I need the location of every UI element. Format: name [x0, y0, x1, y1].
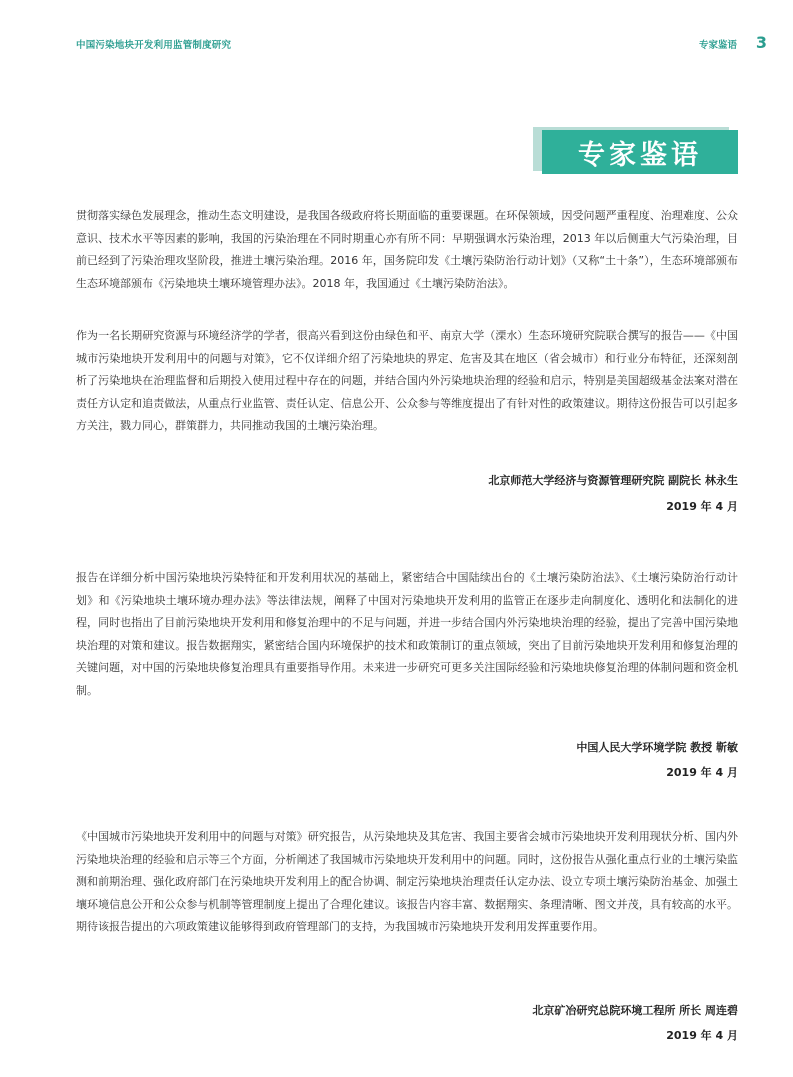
review-3-date: 2019 年 4 月 [666, 1029, 738, 1042]
review-2-signature: 中国人民大学环境学院 教授 靳敏 [576, 741, 738, 754]
running-header-section: 专家鉴语 [698, 40, 737, 51]
review-3-signature: 北京矿冶研究总院环境工程所 所长 周连碧 [532, 1004, 738, 1017]
review-1-paragraph-1: 贯彻落实绿色发展理念，推动生态文明建设，是我国各级政府将长期面临的重要课题。在环保领域，因受问题严重程度、治理难度、公众意识、技术水平等因素的影响，我国的污染治理在不同时期重心亦有所不同：早期强调水污染治理，2013 年以后侧重大气污染治理，目前已经到了污染治理攻坚阶段，推进土壤污染治理。2016 年，国务院印发《土壤污染防治行动计划》（又称“土十条”），生态环境部颁布生态环境部颁布《污染地块土壤环境管理办法》。2018 年，我国通过《土壤污染防治法》。 [76, 209, 738, 290]
review-2-date: 2019 年 4 月 [666, 766, 738, 779]
review-1-signature: 北京师范大学经济与资源管理研究院 副院长 林永生 [488, 474, 738, 487]
banner-title: 专家鉴语 [578, 139, 702, 171]
running-header-title: 中国污染地块开发利用监管制度研究 [76, 40, 232, 51]
review-1-date: 2019 年 4 月 [666, 500, 738, 513]
section-banner [533, 127, 738, 174]
page-number: 3 [755, 33, 767, 52]
review-1-paragraph-2: 作为一名长期研究资源与环境经济学的学者，很高兴看到这份由绿色和平、南京大学（溧水）生态环境研究院联合撰写的报告——《中国城市污染地块开发利用中的问题与对策》，它不仅详细介绍了污染地块的界定、危害及其在地区（省会城市）和行业分布特征，还深刻剖析了污染地块在治理监督和后期投入使用过程中存在的问题，并结合国内外污染地块治理的经验和启示，特别是美国超级基金法案对潜在责任方认定和追责做法，从重点行业监管、责任认定、信息公开、公众参与等维度提出了有针对性的政策建议。期待这份报告可以引起多方关注，戮力同心，群策群力，共同推动我国的土壤污染治理。 [76, 329, 738, 432]
banner-box [542, 130, 738, 174]
review-2-paragraph-1: 报告在详细分析中国污染地块污染特征和开发利用状况的基础上，紧密结合中国陆续出台的《土壤污染防治法》、《土壤污染防治行动计划》和《污染地块土壤环境办理办法》等法律法规，阐释了中国对污染地块开发利用的监管正在逐步走向制度化、透明化和法制化的进程，同时也指出了目前污染地块开发利用和修复治理中的不足与问题，并进一步结合国内外污染地块治理的经验，提出了完善中国污染地块治理的对策和建议。报告数据翔实，紧密结合国内环境保护的技术和政策制订的重点领域，突出了目前污染地块开发利用和修复治理的关键问题，对中国的污染地块修复治理具有重要指导作用。未来进一步研究可更多关注国际经验和污染地块修复治理的体制问题和资金机制。 [76, 571, 738, 697]
review-3-paragraph-1: 《中国城市污染地块开发利用中的问题与对策》研究报告，从污染地块及其危害、我国主要省会城市污染地块开发利用现状分析、国内外污染地块治理的经验和启示等三个方面，分析阐述了我国城市污染地块开发利用中的问题。同时，这份报告从强化重点行业的土壤污染监测和前期治理、强化政府部门在污染地块开发利用上的配合协调、制定污染地块治理责任认定办法、设立专项土壤污染防治基金、加强土壤环境信息公开和公众参与机制等管理制度上提出了合理化建议。该报告内容丰富、数据翔实、条理清晰、图文并茂，具有较高的水平。期待该报告提出的六项政策建议能够得到政府管理部门的支持，为我国城市污染地块开发利用发挥重要作用。 [76, 830, 738, 933]
